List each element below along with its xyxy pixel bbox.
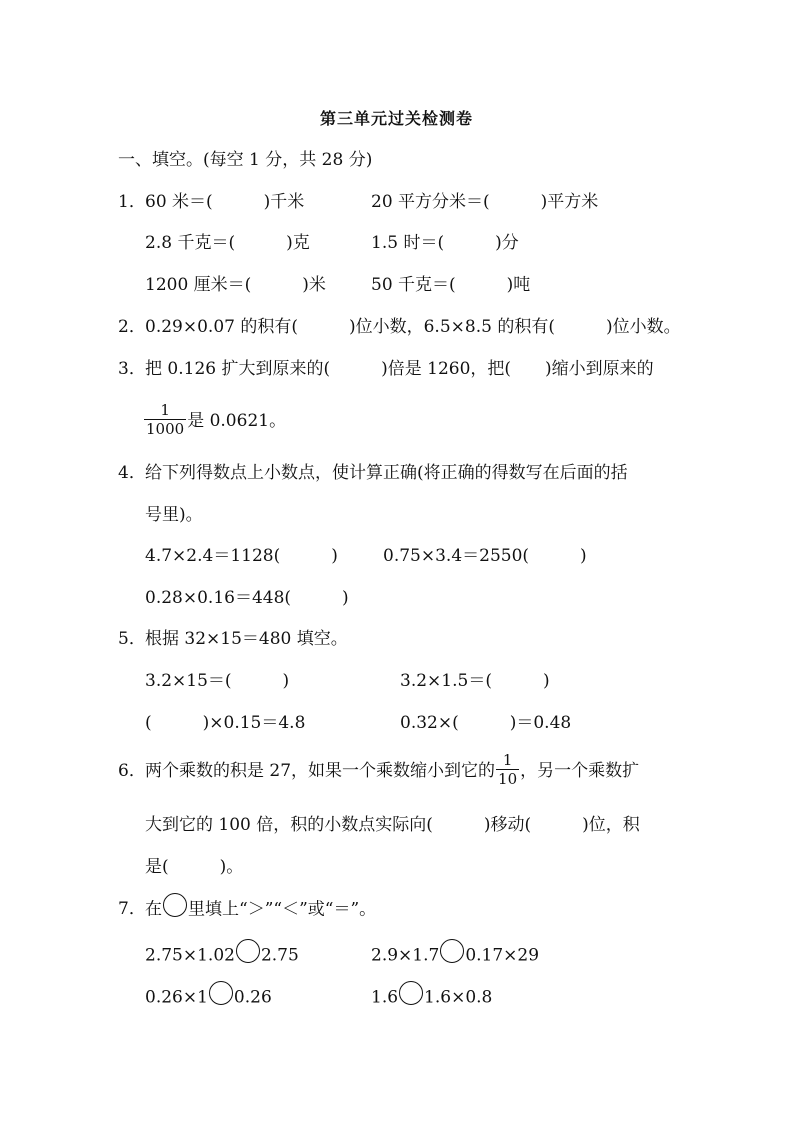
section-heading: 一、填空。(每空 1 分，共 28 分) bbox=[118, 150, 373, 170]
q4-number: 4． bbox=[118, 463, 146, 483]
q7-item-a-right: 2.75 bbox=[260, 945, 299, 966]
q5-item-a: 3.2×15＝( ) bbox=[145, 671, 290, 691]
q6-number: 6． bbox=[118, 761, 146, 781]
q7-item-d-right: 1.6×0.8 bbox=[424, 987, 493, 1008]
q5-text: 根据 32×15＝480 填空。 bbox=[145, 629, 348, 649]
answer-circle-d-icon[interactable] bbox=[399, 981, 423, 1005]
q4-line1: 给下列得数点上小数点，使计算正确(将正确的得数写在后面的括 bbox=[145, 463, 628, 483]
q7-number: 7． bbox=[118, 899, 146, 919]
q7-item-c-left: 0.26×1 bbox=[145, 987, 208, 1008]
q3-line2 bbox=[143, 400, 286, 442]
q3-number: 3． bbox=[118, 359, 146, 379]
q7-item-d-left: 1.6 bbox=[371, 987, 399, 1008]
q6-fraction-numerator: 1 bbox=[496, 751, 519, 770]
q6-fraction-denominator: 10 bbox=[498, 770, 518, 788]
q7-item-c-right: 0.26 bbox=[233, 987, 272, 1008]
q3-line1: 把 0.126 扩大到原来的( )倍是 1260，把( )缩小到原来的 bbox=[145, 359, 654, 379]
q3-fraction-numerator: 1 bbox=[144, 401, 186, 420]
q7-instruction bbox=[145, 898, 376, 922]
q4-line2: 号里)。 bbox=[145, 505, 203, 525]
q4-item-a: 4.7×2.4＝1128( ) bbox=[145, 546, 338, 566]
q6-line2: 大到它的 100 倍，积的小数点实际向( )移动( )位，积 bbox=[145, 815, 640, 835]
q6-fraction bbox=[496, 751, 519, 788]
q7-tail: 里填上“＞”“＜”或“＝”。 bbox=[188, 899, 377, 920]
q7-head: 在 bbox=[145, 899, 162, 920]
q4-item-c: 0.28×0.16＝448( ) bbox=[145, 588, 349, 608]
q7-item-b-left: 2.9×1.7 bbox=[371, 945, 440, 966]
q1-item-b: 20 平方分米＝( )平方米 bbox=[371, 192, 599, 212]
q2-text: 0.29×0.07 的积有( )位小数，6.5×8.5 的积有( )位小数。 bbox=[145, 317, 681, 337]
page-title: 第三单元过关检测卷 bbox=[319, 109, 473, 128]
q5-item-c: ( )×0.15＝4.8 bbox=[145, 713, 306, 733]
q7-item-c bbox=[145, 986, 272, 1010]
q5-number: 5． bbox=[118, 629, 146, 649]
answer-circle-b-icon[interactable] bbox=[440, 939, 464, 963]
q1-item-f: 50 千克＝( )吨 bbox=[371, 275, 531, 295]
q6-line3: 是( )。 bbox=[145, 857, 244, 877]
q7-item-a-left: 2.75×1.02 bbox=[145, 945, 235, 966]
q4-item-b: 0.75×3.4＝2550( ) bbox=[383, 546, 587, 566]
answer-circle-c-icon[interactable] bbox=[209, 981, 233, 1005]
q3-line2-tail: 是 0.0621。 bbox=[187, 411, 287, 431]
q2-number: 2． bbox=[118, 317, 146, 337]
q6-line1 bbox=[145, 750, 639, 792]
answer-circle-a-icon[interactable] bbox=[236, 939, 260, 963]
q6-line1-tail: ，另一个乘数扩 bbox=[520, 761, 640, 781]
q5-item-d: 0.32×( )＝0.48 bbox=[400, 713, 572, 733]
q1-item-c: 2.8 千克＝( )克 bbox=[145, 233, 310, 253]
q6-line1-head: 两个乘数的积是 27，如果一个乘数缩小到它的 bbox=[145, 761, 496, 781]
q7-item-a bbox=[145, 944, 299, 968]
q3-fraction bbox=[144, 401, 186, 438]
q3-fraction-denominator: 1000 bbox=[146, 420, 185, 438]
q1-number: 1． bbox=[118, 192, 146, 212]
q5-item-b: 3.2×1.5＝( ) bbox=[400, 671, 550, 691]
q7-item-b bbox=[371, 944, 539, 968]
q1-item-e: 1200 厘米＝( )米 bbox=[145, 275, 326, 295]
q1-item-a: 60 米＝( )千米 bbox=[145, 192, 305, 212]
q7-item-d bbox=[371, 986, 492, 1010]
blank-circle-icon bbox=[163, 893, 187, 917]
q7-item-b-right: 0.17×29 bbox=[465, 945, 540, 966]
q1-item-d: 1.5 时＝( )分 bbox=[371, 233, 519, 253]
